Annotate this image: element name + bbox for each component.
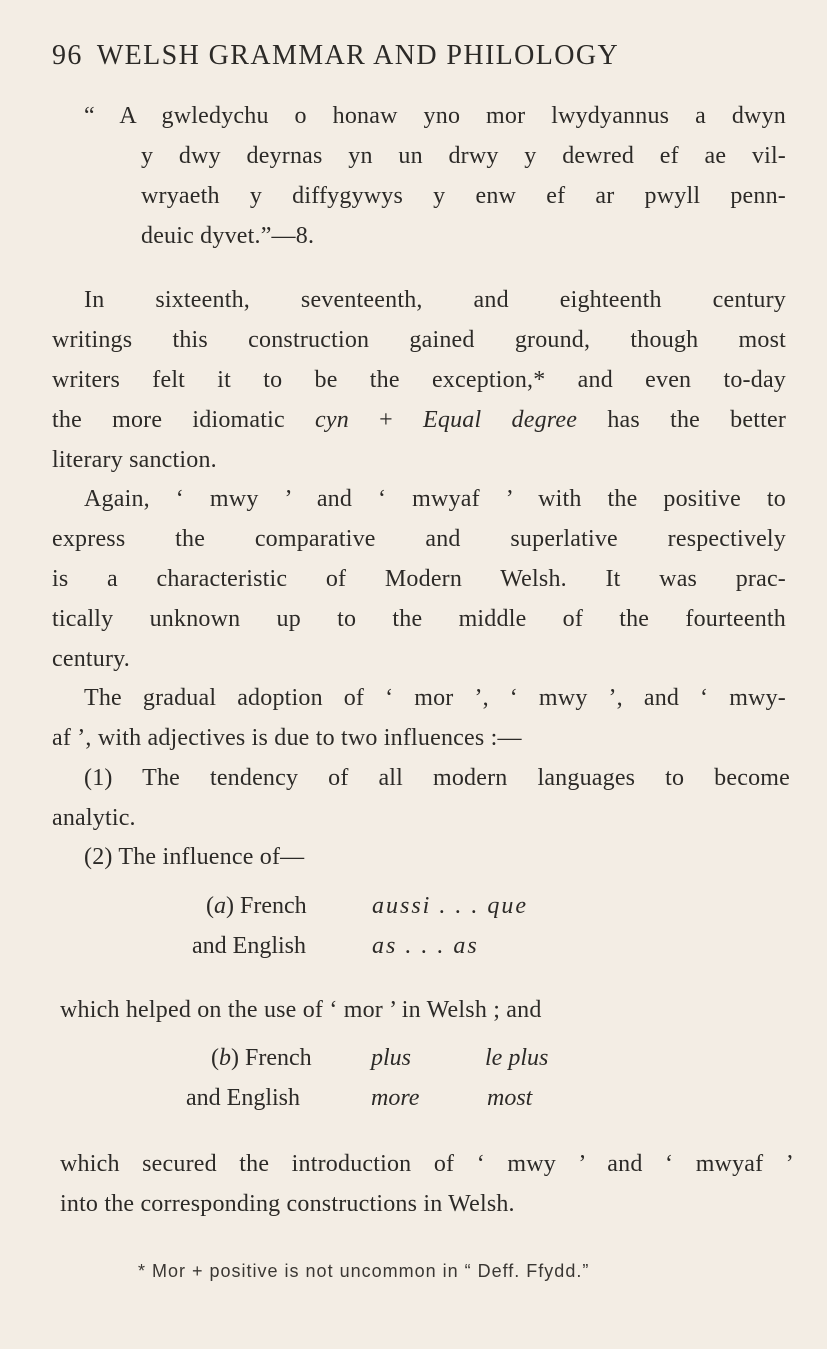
after-a-line: which helped on the use of ‘ mor ’ in Welsh ; and: [60, 997, 542, 1023]
quote-line-4: deuic dyvet.”—8.: [141, 223, 315, 249]
para3-line-1: The gradual adoption of ‘ mor ’, ‘ mwy ’, and ‘ mwy-: [84, 685, 786, 711]
quote-line-1: “ A gwledychu o honaw yno mor lwydyannus a dwyn: [84, 103, 786, 129]
para1-line-1: In sixteenth, seventeenth, and eighteenth century: [84, 287, 786, 313]
italic-equal-degree: Equal degree: [423, 407, 578, 433]
para1-line-4-post: has the better: [577, 407, 787, 433]
label-letter-b: b: [219, 1045, 231, 1071]
para2-line-2: express the comparative and superlative respectively: [52, 526, 786, 552]
para2-line-3: is a characteristic of Modern Welsh. It was prac-: [52, 566, 786, 592]
para3-line-2: af ’, with adjectives is due to two influences :—: [52, 725, 522, 751]
table-b-french-2: le plus: [485, 1045, 549, 1071]
running-title: WELSH GRAMMAR AND PHILOLOGY: [96, 40, 620, 71]
table-a-row1-label: (a) French: [206, 893, 307, 919]
quote-line-3: wryaeth y diffygywys y enw ef ar pwyll penn-: [141, 183, 786, 209]
point1-line-2: analytic.: [52, 805, 136, 831]
footnote: * Mor + positive is not uncommon in “ Deff. Ffydd.”: [138, 1261, 590, 1281]
para1-line-4: [52, 400, 786, 440]
table-b-french-1: plus: [371, 1045, 412, 1071]
page-number: 96: [52, 40, 83, 71]
para1-line-5: literary sanction.: [52, 447, 217, 473]
para2-line-4: tically unknown up to the middle of the fourteenth: [52, 606, 786, 632]
para2-line-1: Again, ‘ mwy ’ and ‘ mwyaf ’ with the positive to: [84, 486, 786, 512]
after-b-line-2: into the corresponding constructions in Welsh.: [60, 1191, 515, 1217]
table-b-row1-label: (b) French: [211, 1045, 312, 1071]
para2-line-5: century.: [52, 646, 131, 672]
table-a-french: aussi . . . que: [372, 893, 528, 919]
table-b-english-2: most: [487, 1085, 533, 1111]
quote-line-2: y dwy deyrnas yn un drwy y dewred ef ae vil-: [141, 143, 786, 169]
para1-line-3: writers felt it to be the exception,* and even to-day: [52, 367, 786, 393]
table-a-english: as . . . as: [372, 933, 479, 959]
point2-line: (2) The influence of—: [84, 844, 305, 870]
table-b-row2-label: and English: [186, 1085, 300, 1111]
table-a-row2-label: and English: [192, 933, 306, 959]
plus-sign: +: [348, 407, 424, 433]
point1-line-1: (1) The tendency of all modern languages to become: [84, 765, 790, 791]
running-head: [52, 36, 792, 76]
para1-line-4-pre: the more idiomatic: [52, 407, 316, 433]
label-letter-a: a: [214, 893, 226, 919]
para1-line-2: writings this construction gained ground, though most: [52, 327, 786, 353]
table-b-english-1: more: [371, 1085, 420, 1111]
after-b-line-1: which secured the introduction of ‘ mwy ’ and ‘ mwyaf ’: [60, 1151, 794, 1177]
italic-cyn: cyn: [315, 407, 349, 433]
